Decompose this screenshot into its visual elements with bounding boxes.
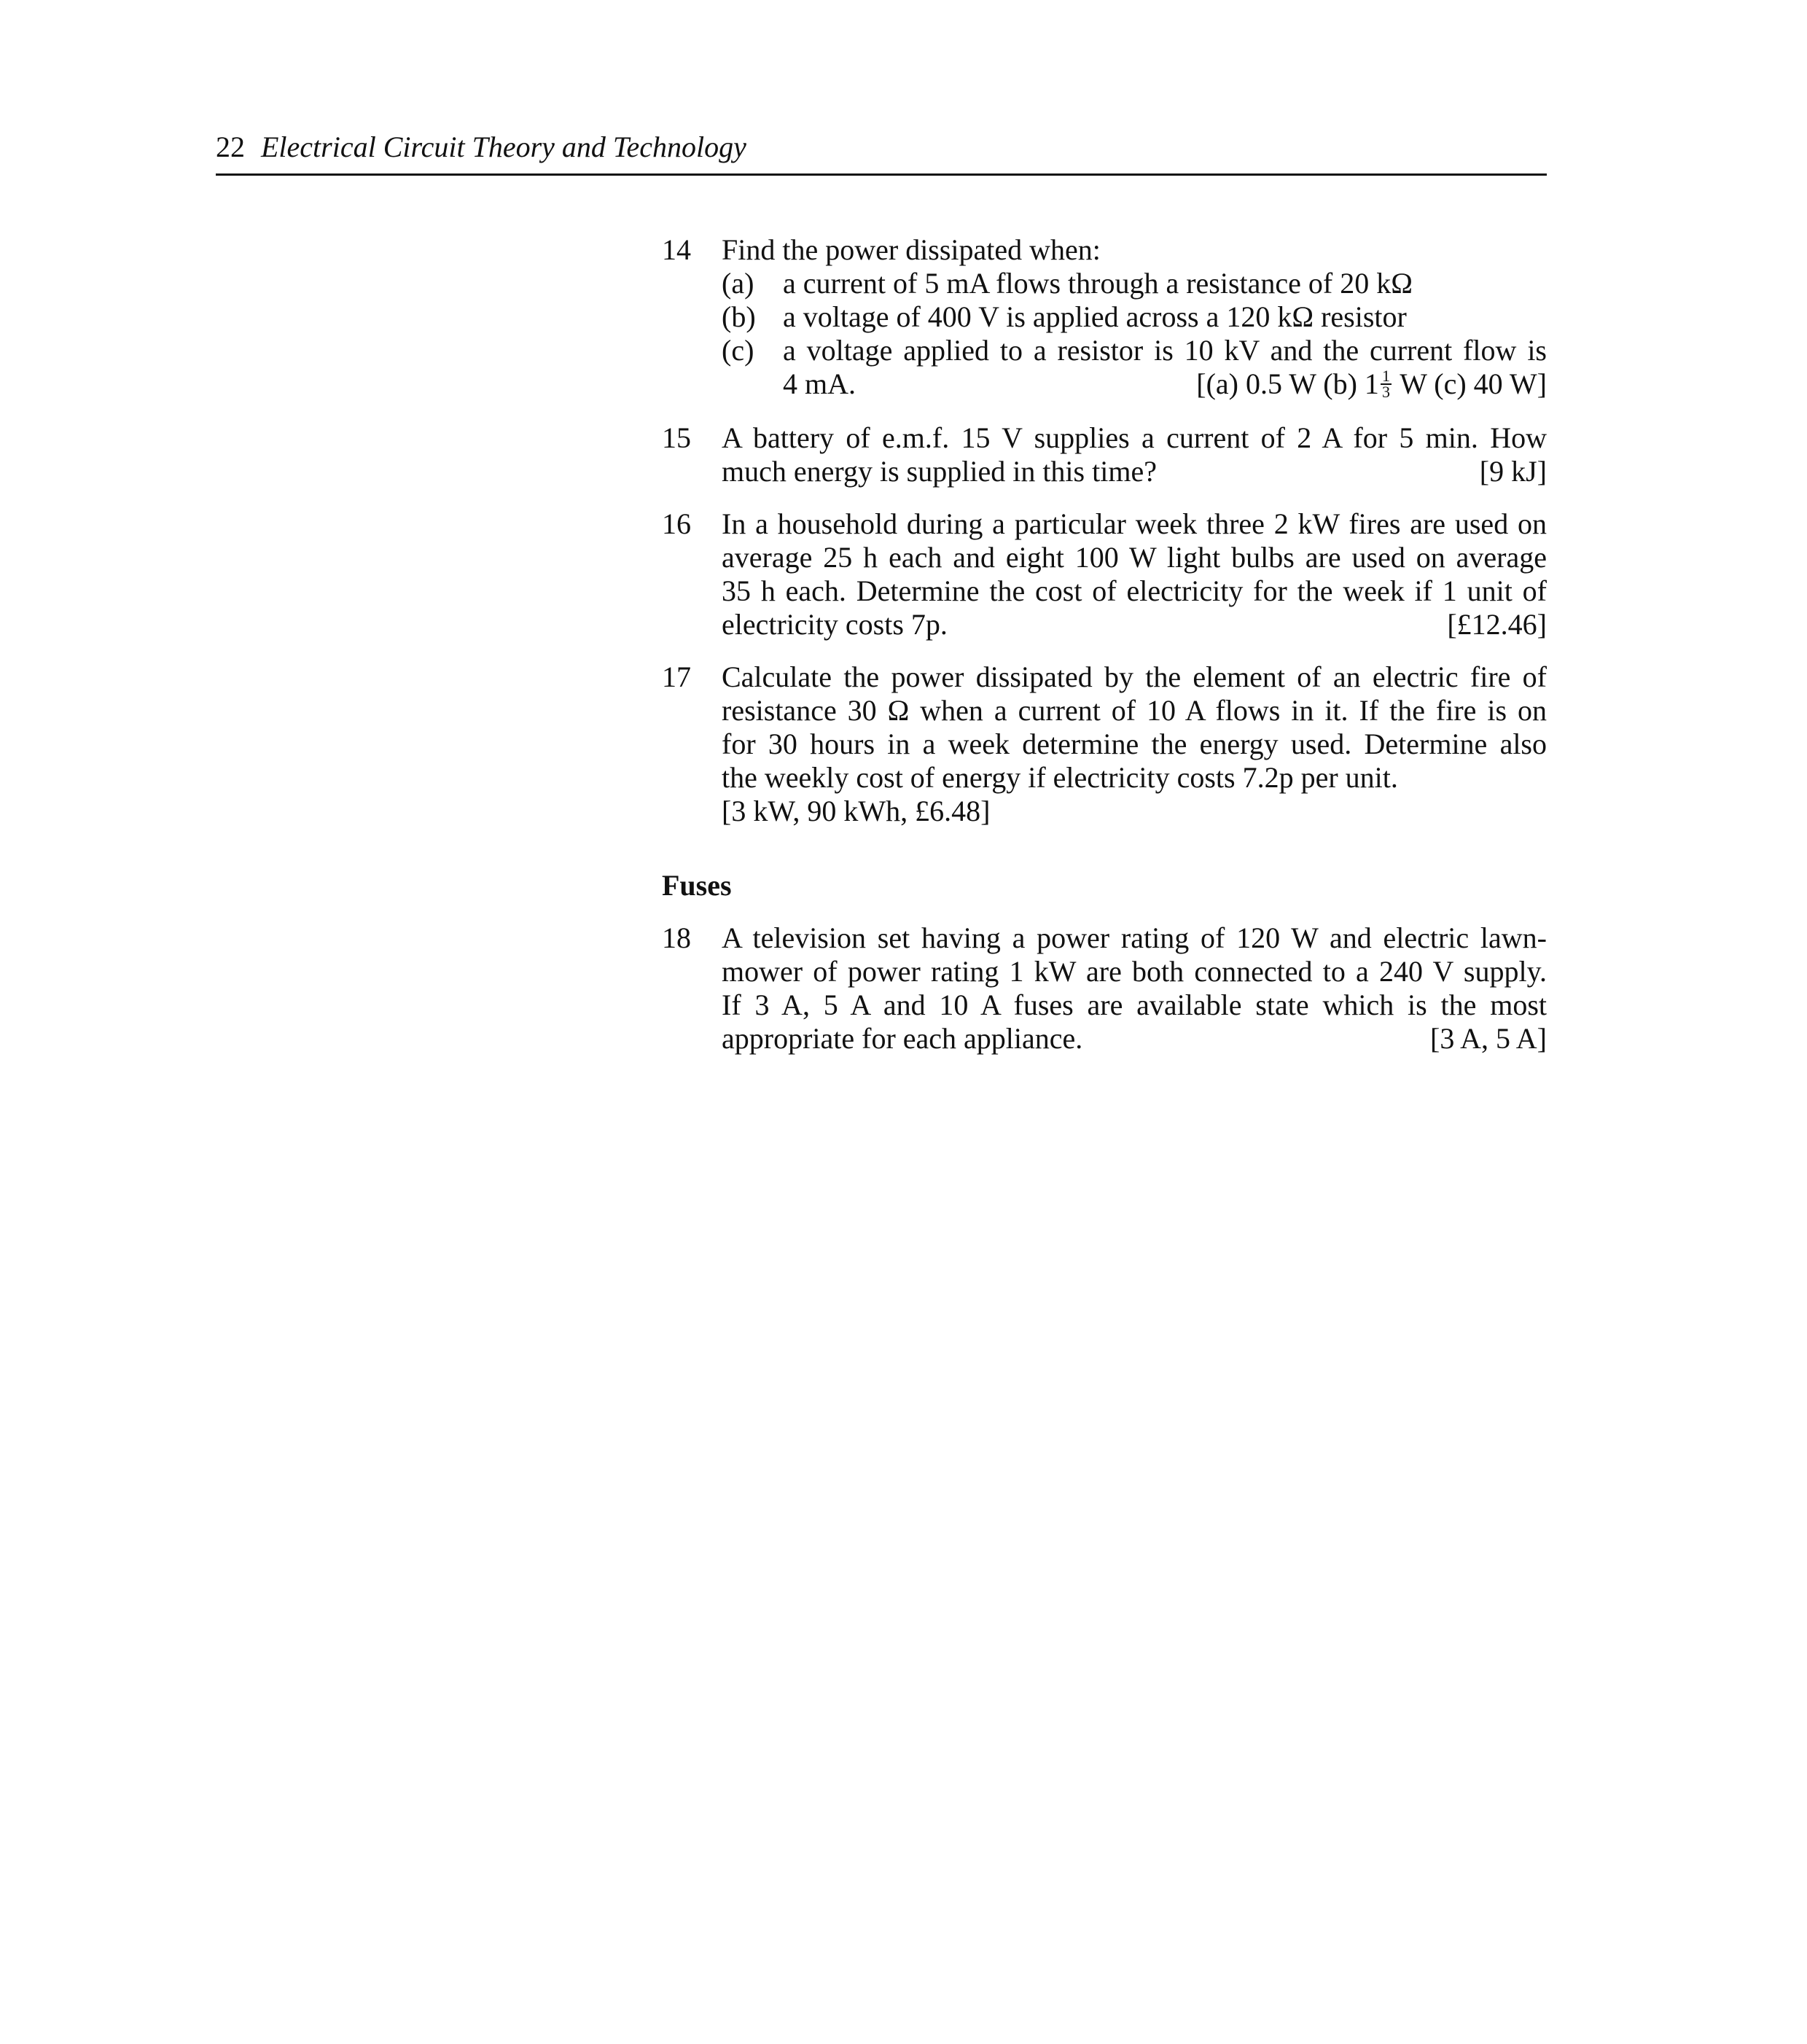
problem-18: [662, 921, 1547, 1056]
fraction: [1381, 366, 1392, 401]
text-line: If 3 A, 5 A and 10 A fuses are available state which is the most: [722, 988, 1547, 1021]
sub-text-line: 4 mA.: [783, 367, 856, 400]
answer-line: [722, 1022, 1547, 1056]
sub-item-c: [722, 334, 1547, 402]
answer-suffix: W (c) 40 W]: [1392, 367, 1547, 400]
text-line: mower of power rating 1 kW are both connected to a 240 V supply.: [722, 954, 1547, 988]
text-line: appropriate for each appliance.: [722, 1021, 1083, 1055]
answer: [9 kJ]: [1479, 454, 1547, 488]
page-number: 22: [216, 130, 245, 163]
problem-number: 14: [662, 233, 691, 266]
answer: [1196, 367, 1547, 402]
text-line: A television set having a power rating of 120 W and electric lawn-: [722, 921, 1547, 954]
answer-line: [722, 608, 1547, 641]
sub-text: a current of 5 mA flows through a resistance of 20 kΩ: [783, 267, 1413, 300]
sub-item-a: [722, 267, 1547, 300]
problem-17: [662, 660, 1547, 828]
running-head: [216, 125, 1547, 176]
answer: [£12.46]: [1447, 607, 1547, 641]
text-line: A battery of e.m.f. 15 V supplies a current of 2 A for 5 min. How: [722, 421, 1547, 454]
text-line: the weekly cost of energy if electricity costs 7.2p per unit.: [722, 760, 1398, 794]
sub-text-line: a voltage applied to a resistor is 10 kV and the current flow is: [783, 334, 1547, 367]
text-line: Calculate the power dissipated by the element of an electric fire of: [722, 660, 1547, 693]
fraction-denominator: 3: [1381, 382, 1390, 401]
problem-text: [722, 233, 1547, 402]
sub-label: (c): [722, 334, 754, 367]
text-line: electricity costs 7p.: [722, 607, 948, 641]
sub-item-b: [722, 300, 1547, 334]
problem-14: [662, 233, 1547, 402]
problem-intro: Find the power dissipated when:: [722, 233, 1101, 266]
exercise-list: [662, 233, 1547, 1074]
fraction-numerator: 1: [1381, 366, 1390, 385]
answer-prefix: [(a) 0.5 W (b) 1: [1196, 367, 1379, 400]
sub-label: (b): [722, 300, 756, 333]
problem-text: [722, 660, 1547, 828]
text-line: resistance 30 Ω when a current of 10 A flows in it. If the fire is on: [722, 693, 1547, 727]
answer: [3 A, 5 A]: [1430, 1021, 1547, 1055]
section-heading: Fuses: [662, 868, 732, 902]
problem-text: [722, 421, 1547, 488]
answer: [3 kW, 90 kWh, £6.48]: [722, 794, 991, 827]
problem-15: [662, 421, 1547, 488]
problem-text: [722, 507, 1547, 641]
sub-text: a voltage of 400 V is applied across a 120 kΩ resistor: [783, 300, 1407, 333]
problem-text: [722, 921, 1547, 1056]
answer-line: [783, 367, 1547, 402]
problem-number: 16: [662, 507, 691, 540]
text-line: In a household during a particular week three 2 kW fires are used on: [722, 507, 1547, 540]
answer-line: [722, 455, 1547, 488]
text-line: average 25 h each and eight 100 W light bulbs are used on average: [722, 540, 1547, 574]
sub-label: (a): [722, 267, 754, 300]
problem-number: 17: [662, 660, 691, 693]
book-title: Electrical Circuit Theory and Technology: [261, 130, 746, 163]
text-line: 35 h each. Determine the cost of electricity for the week if 1 unit of: [722, 574, 1547, 607]
problem-number: 15: [662, 421, 691, 454]
problem-16: [662, 507, 1547, 641]
text-line: much energy is supplied in this time?: [722, 454, 1157, 488]
problem-number: 18: [662, 921, 691, 954]
text-line: for 30 hours in a week determine the energy used. Determine also: [722, 727, 1547, 760]
